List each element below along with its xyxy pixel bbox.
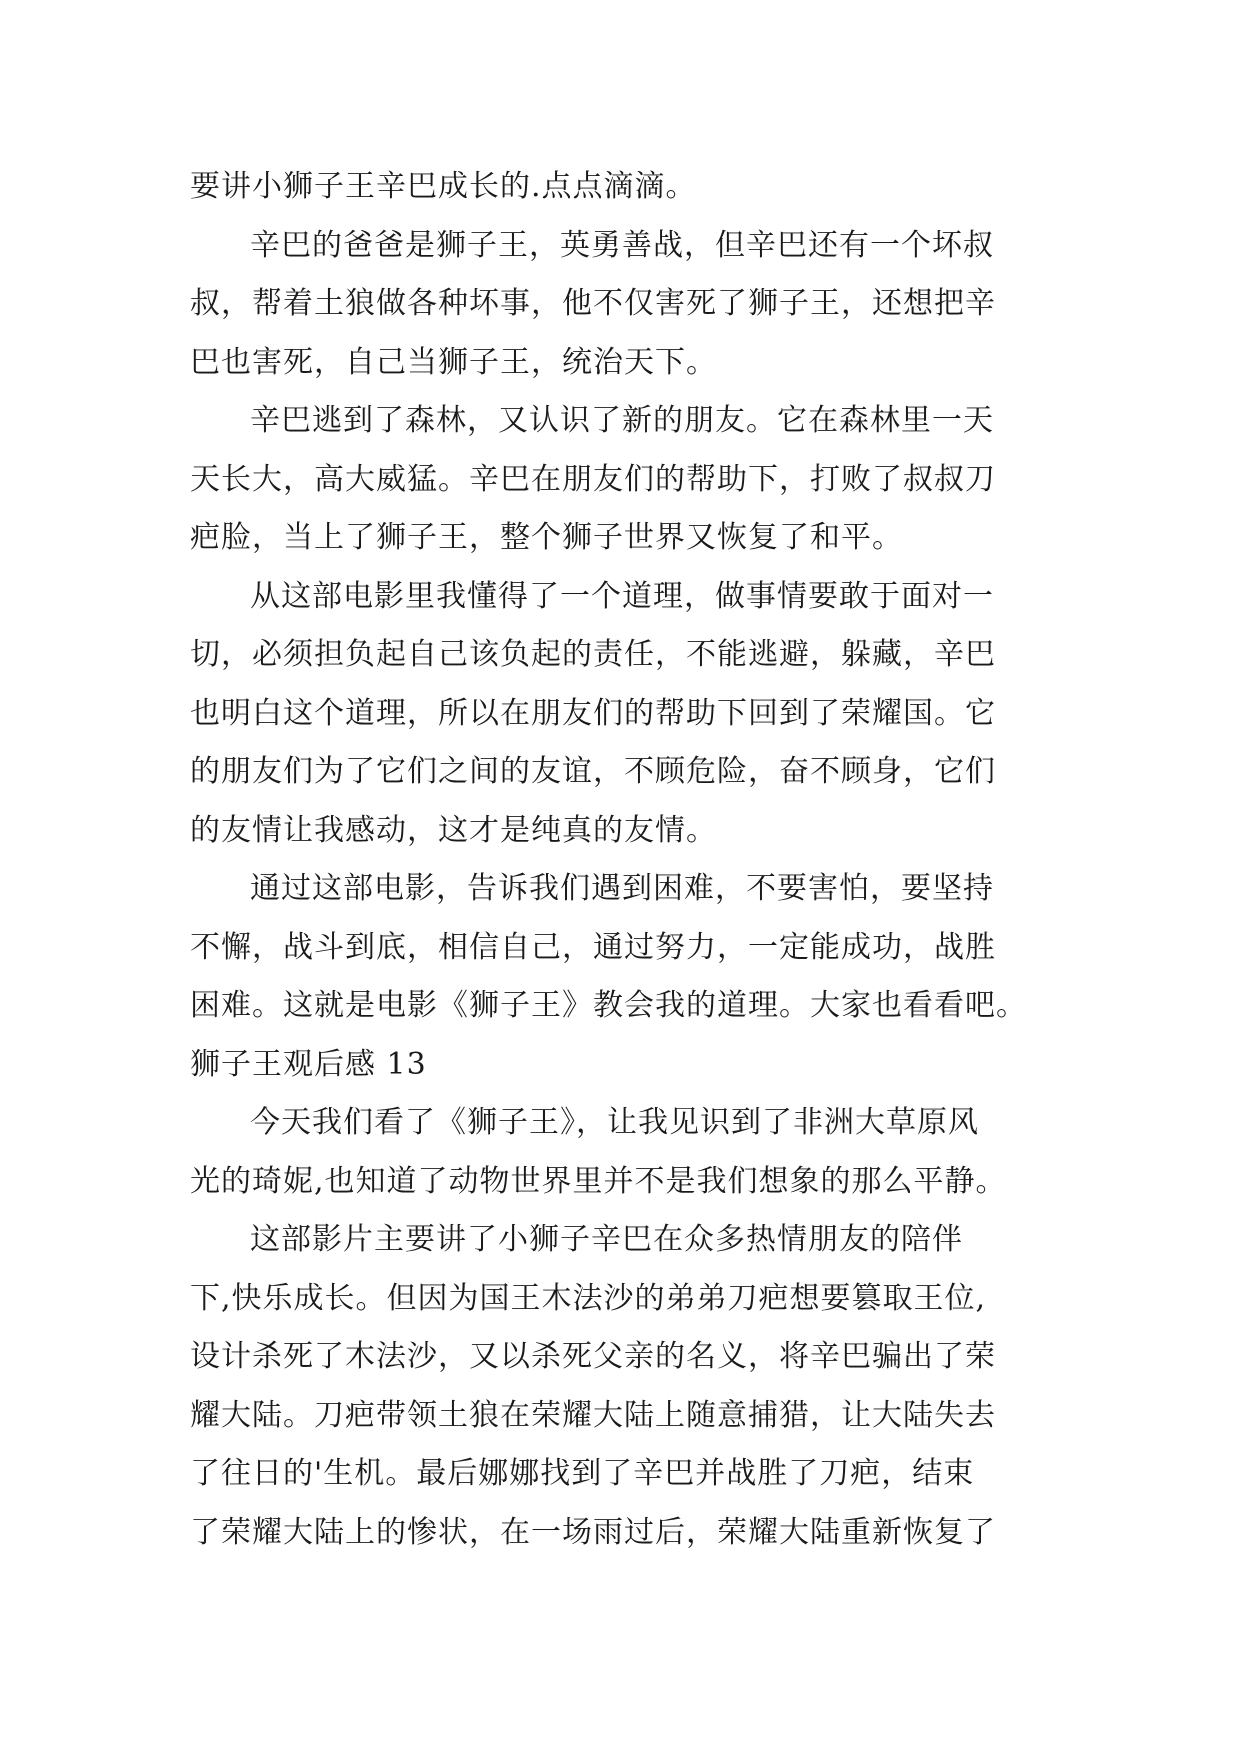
text-line: 的朋友们为了它们之间的友谊，不顾危险，奋不顾身，它们 bbox=[190, 754, 996, 789]
text-line: 下,快乐成长。但因为国王木法沙的弟弟刀疤想要篡取王位, bbox=[190, 1280, 987, 1316]
text-line: 也明白这个道理，所以在朋友们的帮助下回到了荣耀国。它 bbox=[190, 695, 996, 731]
text-line: 通过这部电影，告诉我们遇到困难，不要害怕，要坚持 bbox=[250, 871, 994, 906]
document-body bbox=[190, 158, 1060, 1562]
text-line: 巴也害死，自己当狮子王，统治天下。 bbox=[190, 344, 717, 380]
text-line: 了往日的'生机。最后娜娜找到了辛巴并战胜了刀疤，结束 bbox=[190, 1456, 975, 1491]
text-line: 今天我们看了《狮子王》，让我见识到了非洲大草原风 bbox=[250, 1105, 979, 1140]
text-line: 耀大陆。刀疤带领土狼在荣耀大陆上随意捕猎，让大陆失去 bbox=[190, 1397, 996, 1433]
text-line: 设计杀死了木法沙，又以杀死父亲的名义，将辛巴骗出了荣 bbox=[190, 1339, 996, 1374]
section-heading: 狮子王观后感 13 bbox=[190, 1046, 427, 1082]
text-line: 不懈，战斗到底，相信自己，通过努力，一定能成功，战胜 bbox=[190, 929, 996, 965]
text-line: 天长大，高大威猛。辛巴在朋友们的帮助下，打败了叔叔刀 bbox=[190, 461, 996, 497]
text-line: 这部影片主要讲了小狮子辛巴在众多热情朋友的陪伴 bbox=[250, 1222, 963, 1257]
text-line: 从这部电影里我懂得了一个道理，做事情要敢于面对一 bbox=[250, 578, 994, 614]
text-line: 光的琦妮,也知道了动物世界里并不是我们想象的那么平静。 bbox=[190, 1163, 1007, 1199]
text-line: 要讲小狮子王辛巴成长的.点点滴滴。 bbox=[190, 169, 697, 204]
text-line: 叔，帮着土狼做各种坏事，他不仅害死了狮子王，还想把辛 bbox=[190, 286, 996, 321]
text-line: 切，必须担负起自己该负起的责任，不能逃避，躲藏，辛巴 bbox=[190, 637, 996, 672]
text-line: 困难。这就是电影《狮子王》教会我的道理。大家也看看吧。 bbox=[190, 988, 1027, 1023]
text-line: 疤脸，当上了狮子王，整个狮子世界又恢复了和平。 bbox=[190, 520, 903, 555]
text-line: 辛巴逃到了森林，又认识了新的朋友。它在森林里一天 bbox=[250, 403, 994, 438]
text-line: 了荣耀大陆上的惨状，在一场雨过后，荣耀大陆重新恢复了 bbox=[190, 1514, 996, 1550]
text-line: 辛巴的爸爸是狮子王，英勇善战，但辛巴还有一个坏叔 bbox=[250, 227, 994, 263]
text-line: 的友情让我感动，这才是纯真的友情。 bbox=[190, 812, 717, 848]
